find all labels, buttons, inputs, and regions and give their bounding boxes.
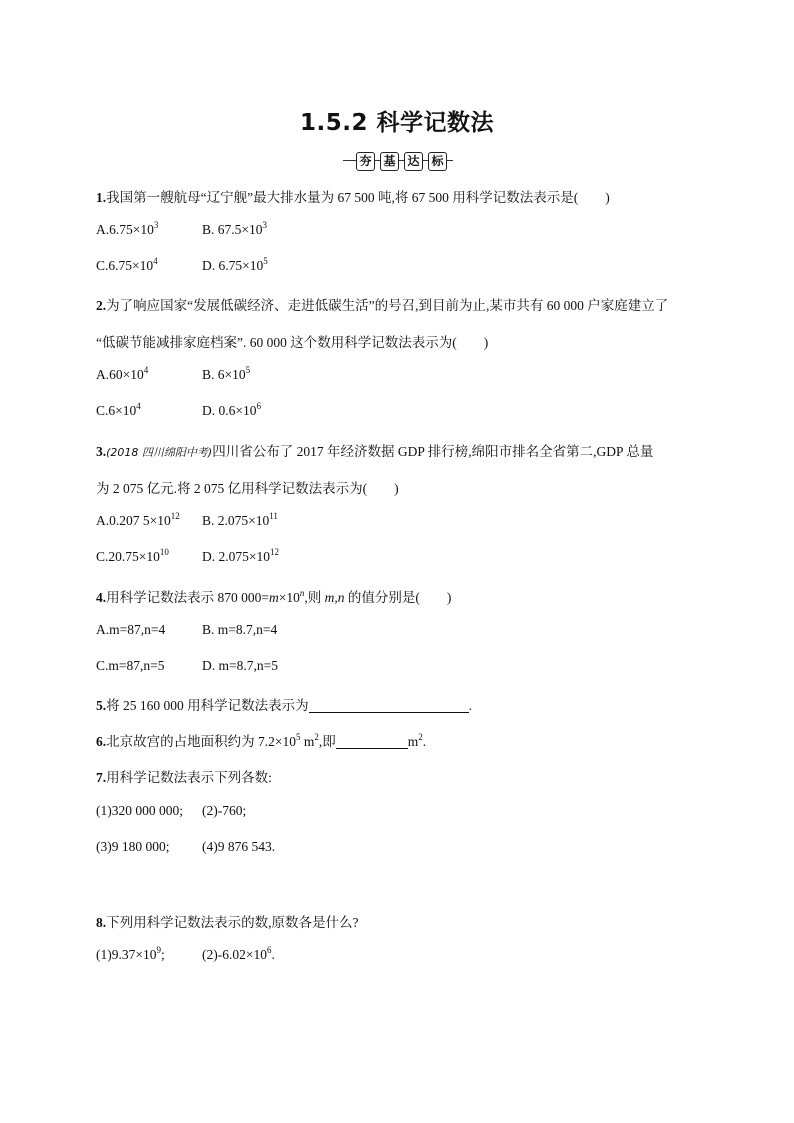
option-a: A.m=87,n=4 xyxy=(96,622,166,637)
banner-char: 夯 xyxy=(356,152,375,171)
option-a: A.0.207 $5\times 10^{12}$ xyxy=(96,511,180,528)
sub-question: (3)9 180 000; xyxy=(96,839,170,854)
question-number: 2. xyxy=(96,298,107,313)
answer-blank[interactable] xyxy=(336,734,408,749)
answer-blank[interactable] xyxy=(309,698,469,713)
option-c: $C.6.75\times 10^4$ xyxy=(96,256,158,273)
question-text: 四川省公布了 2017 年经济数据 GDP 排行榜,绵阳市排名全省第二,GDP 总量 xyxy=(212,444,654,459)
question-number: 7. xyxy=(96,770,107,785)
question-text: 我国第一艘航母“辽宁舰”最大排水量为 67 500 吨,将 67 500 用科学记数法表示是( ) xyxy=(106,190,610,205)
option-b: B. $2.075\times 10^{11}$ xyxy=(202,511,278,528)
question-4: 4.用科学记数法表示 870 $000=m\times 10^n$,则 m,n 的值分别是( ) xyxy=(96,588,452,605)
banner-char: 达 xyxy=(404,152,423,171)
question-text: 为了响应国家“发展低碳经济、走进低碳生活”的号召,到目前为止,某市共有 60 000 户家庭建立了 xyxy=(106,298,669,313)
sub-question: (2)-760; xyxy=(202,803,247,818)
question-2 xyxy=(96,294,668,314)
option-a: $A.60\times 10^4$ xyxy=(96,365,149,382)
option-c: C.m=87,n=5 xyxy=(96,658,165,673)
option-c: $C.20.75\times 10^{10}$ xyxy=(96,547,169,564)
sub-question: (1)320 000 000; xyxy=(96,803,183,818)
question-number: 5. xyxy=(96,698,107,713)
page-title: 1.5.2 科学记数法 xyxy=(300,110,494,136)
option-b: B. m=8.7,n=4 xyxy=(202,622,278,637)
question-5: 5.将 25 160 000 用科学记数法表示为 . xyxy=(96,698,472,713)
question-number: 3. xyxy=(96,444,107,459)
question-7: 7.用科学记数法表示下列各数: xyxy=(96,770,272,785)
option-d: D. $2.075\times 10^{12}$ xyxy=(202,547,279,564)
section-banner xyxy=(343,150,453,172)
option-b: B. $67.5\times 10^3$ xyxy=(202,220,267,237)
sub-question: (4)9 876 543. xyxy=(202,839,276,854)
option-a: $A.6.75\times 10^3$ xyxy=(96,220,159,237)
question-source: (2018 四川绵阳中考) xyxy=(106,446,213,459)
option-b: B. $6\times 10^5$ xyxy=(202,365,251,382)
sub-question: $(1)9.37\times 10^9$; xyxy=(96,945,165,962)
question-2-cont: “低碳节能减排家庭档案”. 60 000 这个数用科学记数法表示为( ) xyxy=(96,335,489,350)
question-6: 6.北京故宫的占地面积约为 $7.2\times 10^5$ $m^2$,即 $m^2$. xyxy=(96,732,427,749)
question-number: 4. xyxy=(96,590,107,605)
question-number: 8. xyxy=(96,915,107,930)
question-3 xyxy=(96,440,653,460)
banner-char: 标 xyxy=(428,152,447,171)
sub-question: $(2)-6.02\times 10^6$. xyxy=(202,945,275,962)
option-d: D. $6.75\times 10^5$ xyxy=(202,256,268,273)
option-d: D. m=8.7,n=5 xyxy=(202,658,278,673)
question-number: 6. xyxy=(96,734,107,749)
question-number: 1. xyxy=(96,190,107,205)
question-8: 8.下列用科学记数法表示的数,原数各是什么? xyxy=(96,915,359,930)
option-d: D. $0.6\times 10^6$ xyxy=(202,401,261,418)
option-c: $C.6\times 10^4$ xyxy=(96,401,141,418)
question-3-cont: 为 2 075 亿元.将 2 075 亿用科学记数法表示为( ) xyxy=(96,481,399,496)
banner-char: 基 xyxy=(380,152,399,171)
question-1 xyxy=(96,186,610,206)
